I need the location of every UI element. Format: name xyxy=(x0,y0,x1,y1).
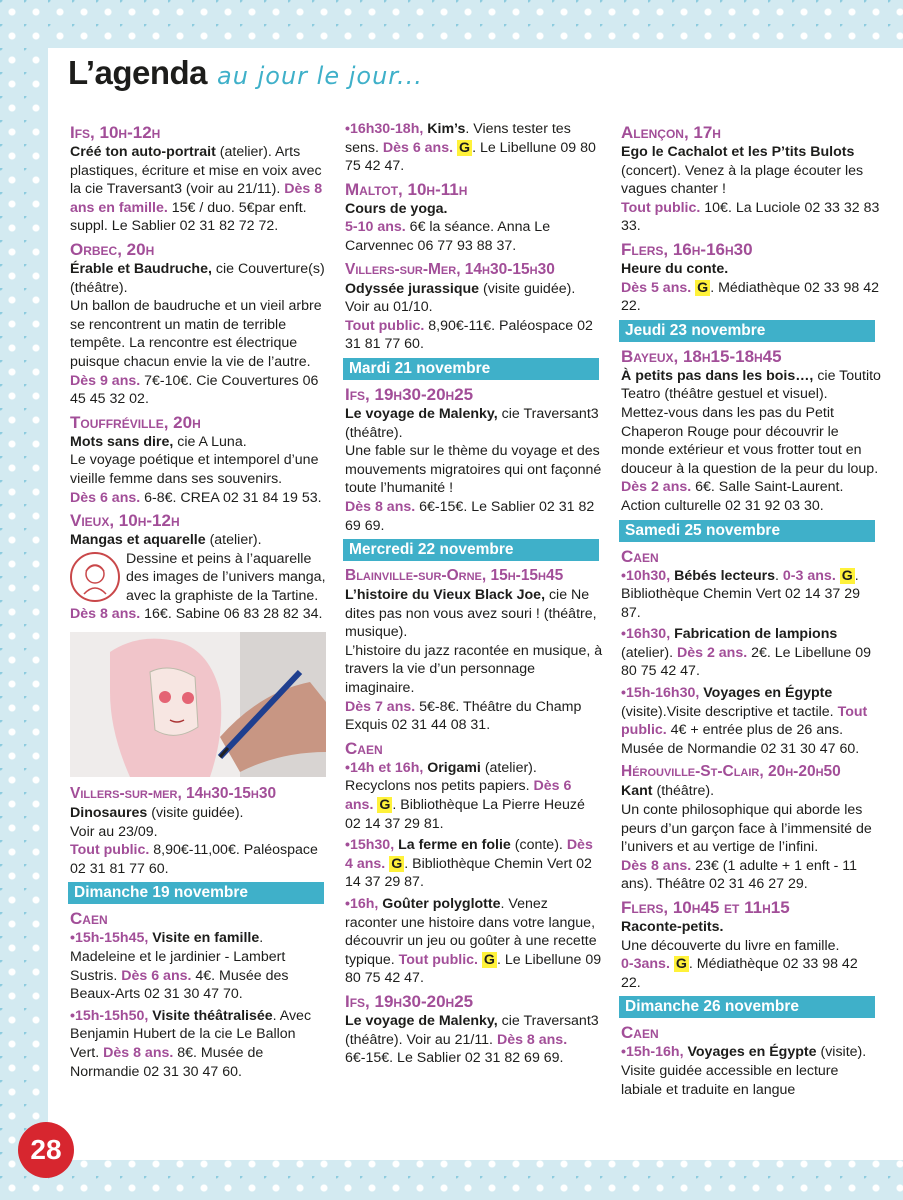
event-entry: Le voyage de Malenky, cie Traversant3 (théâtre). Voir au 21/11. Dès 8 ans. 6€-15€. Le Sablier 02 31 82 69 69. xyxy=(345,1012,599,1067)
day-header: Dimanche 26 novembre xyxy=(619,996,875,1018)
event-description: Un ballon de baudruche et un vieil arbre se rencontrent un matin de terrible tempête. La rencontre est électrique puisque chacun envie la vie de l’autre. xyxy=(70,298,322,370)
free-badge: G xyxy=(675,956,687,973)
event-description: L’histoire du jazz racontée en musique, à travers la vie d’un personnage imaginaire. xyxy=(345,642,603,697)
event-location: Caen xyxy=(621,546,659,566)
event-location: Ifs, 19h30-20h25 xyxy=(345,384,474,404)
event-info: Dès 5 ans. G . Médiathèque 02 33 98 42 22. xyxy=(621,279,880,315)
event-entry: •15h-15h45, Visite en famille. Madeleine et le jardinier - Lambert Sustris. Dès 6 ans. 4€. Musée des Beaux-Arts 02 31 30 47 70. xyxy=(70,930,289,1003)
event-description: Mettez-vous dans les pas du Petit Chaperon Rouge pour découvrir le monde extérieur et vous frotter tout en douceur à la question de la peur du loup. xyxy=(621,404,879,477)
event-entry: •16h, Goûter polyglotte. Venez raconter une histoire dans votre langue, découvrir un jeu ou goûter à une recette typique. Tout public. G . Le Libellune 09 80 75 42 47. xyxy=(345,896,602,987)
event-info: Dès 8 ans. 6€-15€. Le Sablier 02 31 82 69 69. xyxy=(345,498,595,534)
event-location: Flers, 16h-16h30 xyxy=(621,239,753,259)
event-info: Dès 8 ans. 23€ (1 adulte + 1 enft - 11 ans). Théâtre 02 31 46 27 29. xyxy=(621,857,857,893)
event-location: Caen xyxy=(621,1023,659,1043)
day-header: Samedi 25 novembre xyxy=(619,520,875,542)
free-badge: G xyxy=(483,951,495,968)
event-entry: Érable et Baudruche, cie Couverture(s) (théâtre). xyxy=(70,260,325,296)
column-1 xyxy=(70,120,326,1084)
free-badge: G xyxy=(379,797,391,814)
day-header: Mercredi 22 novembre xyxy=(343,539,599,561)
event-info: 5-10 ans. 6€ la séance. Anna Le Carvennec 06 77 93 88 37. xyxy=(345,219,551,254)
event-entry: •15h-16h, Voyages en Égypte (visite). Visite guidée accessible en lecture labiale et traduite en langue xyxy=(621,1044,867,1098)
event-description: Voir au 23/09. xyxy=(70,823,158,840)
event-info: Dès 7 ans. 5€-8€. Théâtre du Champ Exquis 02 31 44 08 31. xyxy=(345,698,582,734)
event-info: Dès 6 ans. 6-8€. CREA 02 31 84 19 53. xyxy=(70,489,322,506)
event-location: Touffréville, 20h xyxy=(70,412,201,432)
event-location: Orbec, 20h xyxy=(70,239,155,259)
event-entry: •15h-16h30, Voyages en Égypte (visite).Visite descriptive et tactile. Tout public. 4€ + entrée plus de 26 ans. Musée de Normandie 02 31 30 47 60. xyxy=(621,685,868,757)
event-entry: Heure du conte. xyxy=(621,260,729,277)
free-badge: G xyxy=(391,855,403,872)
event-info: Tout public. 8,90€-11,00€. Paléospace 02 31 81 77 60. xyxy=(70,842,318,877)
event-description: Le voyage poétique et intemporel d’une vieille femme dans ses souvenirs. xyxy=(70,452,319,487)
event-entry: •15h30, La ferme en folie (conte). Dès 4 ans. G . Bibliothèque Chemin Vert 02 14 37 29 87. xyxy=(345,837,593,891)
event-entry: Odyssée jurassique (visite guidée). Voir au 01/10. xyxy=(345,280,576,316)
event-entry: À petits pas dans les bois…, cie Toutito Teatro (théâtre gestuel et visuel). xyxy=(621,367,881,403)
event-description: Dessine et peins à l’aquarelle des images de l’univers manga, avec la graphiste de la Tartine. xyxy=(126,550,326,604)
portrait-sketch-icon xyxy=(70,552,120,602)
event-entry: •10h30, Bébés lecteurs. 0-3 ans. G . Bibliothèque Chemin Vert 02 14 37 29 87. xyxy=(621,567,860,621)
event-location: Bayeux, 18h15-18h45 xyxy=(621,346,782,366)
event-entry: Dinosaures (visite guidée). xyxy=(70,805,244,822)
event-location: Vieux, 10h-12h xyxy=(70,511,180,531)
event-entry: Créé ton auto-portrait (atelier). Arts plastiques, écriture et mise en voix avec la cie Traversant3 (voir au 21/11). Dès 8 ans en famille. 15€ / duo. 5€par enft. suppl. Le Sablier 02 31 82 72 72. xyxy=(70,144,323,235)
event-location: Ifs, 19h30-20h25 xyxy=(345,991,474,1011)
free-badge: G xyxy=(697,279,709,296)
event-entry: •16h30-18h, Kim’s. Viens tester tes sens. Dès 6 ans. G . Le Libellune 09 80 75 42 47. xyxy=(345,121,596,175)
event-entry: Raconte-petits. xyxy=(621,919,724,935)
event-location: Flers, 10h45 et 11h15 xyxy=(621,898,790,917)
event-location: Blainville-sur-Orne, 15h-15h45 xyxy=(345,567,564,585)
manga-drawing-photo xyxy=(70,632,326,777)
event-description: Un conte philosophique qui aborde les peurs d’un garçon face à l’immensité de l’univers et au vertige de l’infini. xyxy=(621,802,872,856)
event-entry: Le voyage de Malenky, cie Traversant3 (théâtre). xyxy=(345,405,599,441)
event-info: Dès 2 ans. 6€. Salle Saint-Laurent. Action culturelle 02 31 92 03 30. xyxy=(621,479,844,514)
event-info: Tout public. 10€. La Luciole 02 33 32 83 33. xyxy=(621,199,880,235)
event-info: Dès 8 ans. 16€. Sabine 06 83 28 82 34. xyxy=(70,606,323,623)
event-location: Villers-sur-mer, 14h30-15h30 xyxy=(70,785,277,803)
free-badge: G xyxy=(459,139,471,156)
event-location: Caen xyxy=(70,909,108,929)
event-location: Hérouville-St-Clair, 20h-20h50 xyxy=(621,763,841,781)
event-entry: L’histoire du Vieux Black Joe, cie Ne dites pas non vous avez souri ! (théâtre, musique). xyxy=(345,587,597,641)
title-main: L’agenda xyxy=(68,54,208,91)
event-location: Maltot, 10h-11h xyxy=(345,179,468,199)
agenda-page xyxy=(48,48,903,1160)
day-header: Dimanche 19 novembre xyxy=(68,882,324,904)
event-entry: •16h30, Fabrication de lampions (atelier). Dès 2 ans. 2€. Le Libellune 09 80 75 42 47. xyxy=(621,626,872,680)
title-script: au jour le jour... xyxy=(217,62,423,90)
column-2 xyxy=(345,120,603,1071)
page-number-badge: 28 xyxy=(18,1122,74,1178)
event-description: Une fable sur le thème du voyage et des mouvements migratoires qui ont façonné toute l’humanité ! xyxy=(345,443,602,497)
event-entry: Mangas et aquarelle (atelier). xyxy=(70,532,262,549)
event-entry: •14h et 16h, Origami (atelier). Recyclons nos petits papiers. Dès 6 ans. G . Bibliothèque La Pierre Heuzé 02 14 37 29 81. xyxy=(345,759,585,832)
event-entry: Kant (théâtre). xyxy=(621,783,715,800)
event-entry: Mots sans dire, cie A Luna. xyxy=(70,433,247,450)
event-location: Caen xyxy=(345,738,383,758)
event-entry: Ego le Cachalot et les P’tits Bulots (concert). Venez à la plage écouter les vagues chanter ! xyxy=(621,144,864,198)
free-badge: G xyxy=(841,567,853,584)
event-info: Tout public. 8,90€-11€. Paléospace 02 31 81 77 60. xyxy=(345,317,593,353)
event-entry: •15h-15h50, Visite théâtralisée. Avec Benjamin Hubert de la cie Le Ballon Vert. Dès 8 ans. 8€. Musée de Normandie 02 31 30 47 60. xyxy=(70,1007,312,1080)
event-location: Alençon, 17h xyxy=(621,123,721,142)
event-location: Villers-sur-Mer, 14h30-15h30 xyxy=(345,260,555,278)
column-3 xyxy=(621,120,881,1102)
event-info: Dès 9 ans. 7€-10€. Cie Couvertures 06 45 45 32 02. xyxy=(70,372,319,408)
event-info: 0-3ans. G . Médiathèque 02 33 98 42 22. xyxy=(621,956,858,991)
event-description: Une découverte du livre en famille. xyxy=(621,937,840,954)
page-title xyxy=(68,54,423,106)
day-header: Jeudi 23 novembre xyxy=(619,320,875,342)
event-description-block xyxy=(70,550,326,606)
event-location: Ifs, 10h-12h xyxy=(70,123,161,142)
day-header: Mardi 21 novembre xyxy=(343,358,599,380)
event-entry: Cours de yoga. xyxy=(345,200,448,217)
